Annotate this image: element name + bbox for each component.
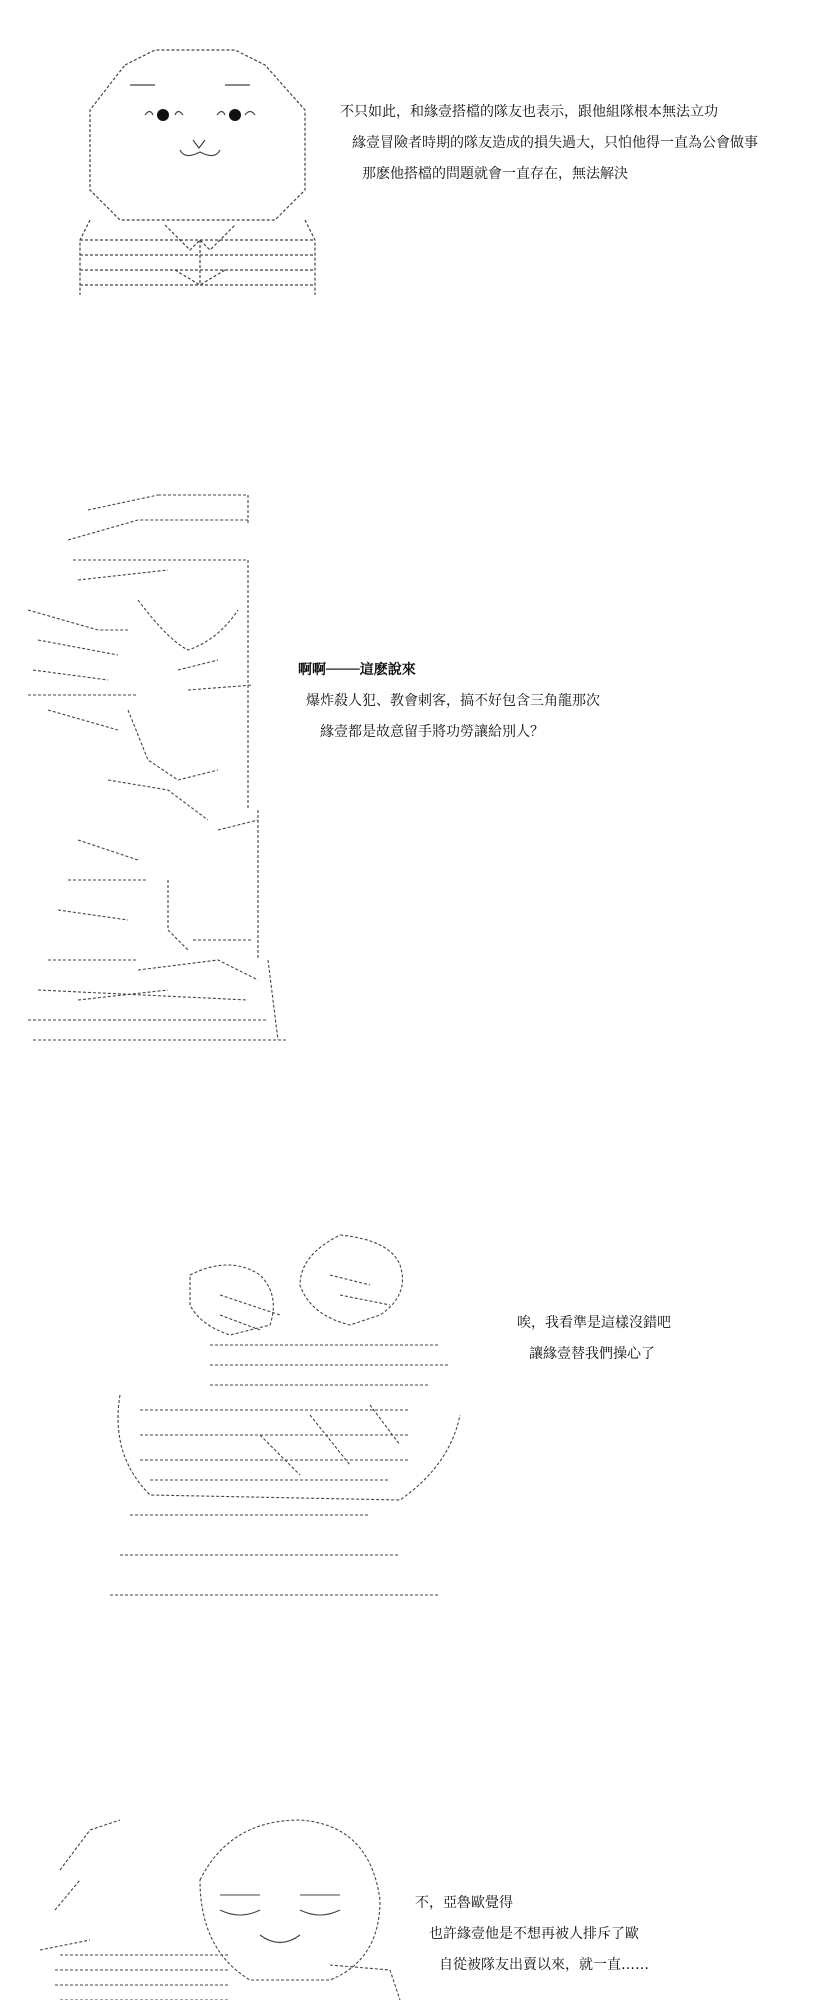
dialogue-2-line-3: 緣壹都是故意留手將功勞讓給別人？ xyxy=(320,724,544,740)
ascii-art-smiling-character-pair xyxy=(0,1800,420,2000)
dialogue-1-line-3: 那麽他搭檔的問題就會一直存在，無法解決 xyxy=(362,166,628,182)
panel-1 xyxy=(0,0,834,300)
dialogue-4-line-3: 自從被隊友出賣以來，就一直…… xyxy=(439,1957,649,1973)
dialogue-2 xyxy=(298,655,600,748)
dialogue-2-line-1: 啊啊────這麽說來 xyxy=(298,662,416,678)
dialogue-1 xyxy=(340,97,758,190)
dialogue-3-line-1: 唉，我看準是這樣沒錯吧 xyxy=(517,1315,671,1331)
dialogue-4-line-1: 不，亞魯歐覺得 xyxy=(415,1895,513,1911)
ascii-art-round-face-character xyxy=(75,40,325,290)
dialogue-2-line-2: 爆炸殺人犯、教會刺客，搞不好包含三角龍那次 xyxy=(306,693,600,709)
dialogue-4 xyxy=(415,1888,649,1981)
panel-3 xyxy=(0,1225,834,1625)
dialogue-1-line-1: 不只如此，和緣壹搭檔的隊友也表示，跟他組隊根本無法立功 xyxy=(340,104,718,120)
dialogue-1-line-2: 緣壹冒險者時期的隊友造成的損失過大，只怕他得一直為公會做事 xyxy=(352,135,758,151)
dialogue-4-line-2: 也許緣壹他是不想再被人排斥了歐 xyxy=(429,1926,639,1942)
panel-2 xyxy=(0,470,834,1070)
dialogue-3 xyxy=(517,1308,671,1370)
ascii-art-bathing-characters xyxy=(110,1235,500,1615)
panel-4 xyxy=(0,1780,834,2000)
ascii-art-thinking-character xyxy=(18,480,308,1050)
dialogue-3-line-2: 讓緣壹替我們操心了 xyxy=(529,1346,655,1362)
